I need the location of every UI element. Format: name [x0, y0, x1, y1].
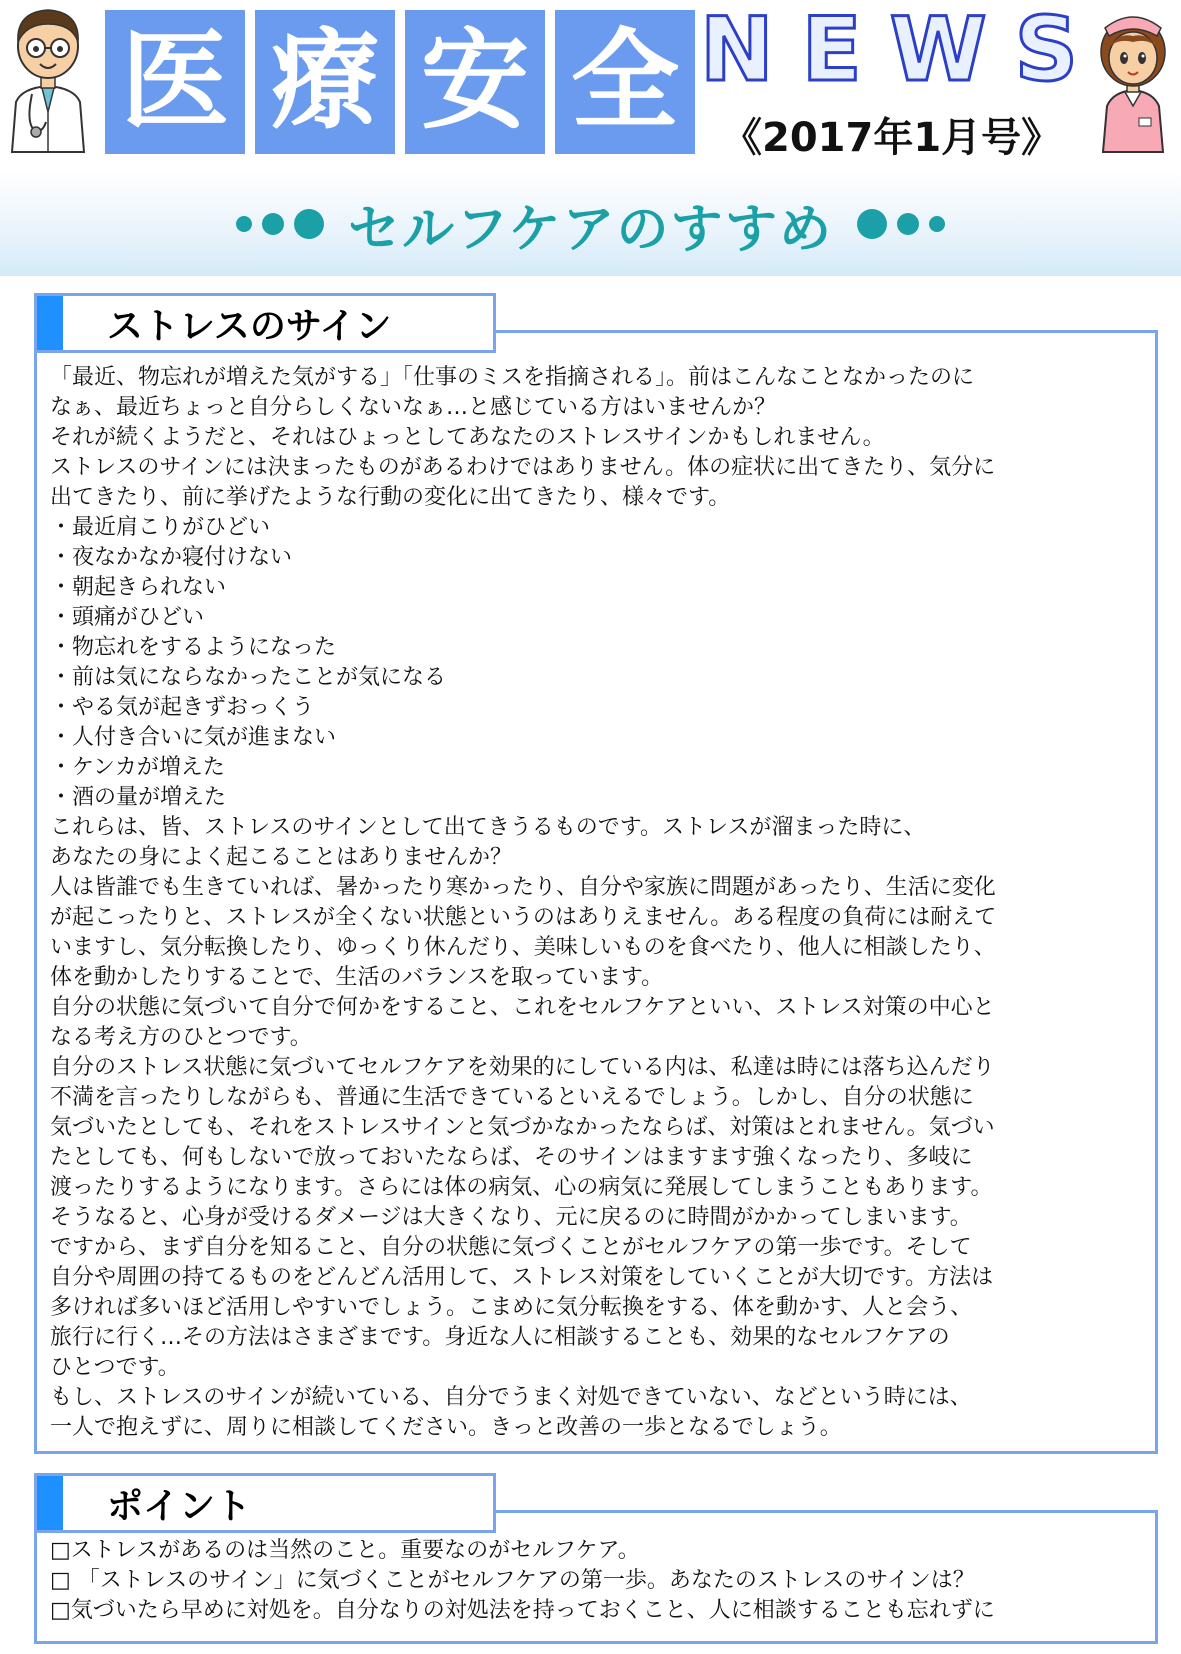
topic-banner — [0, 172, 1181, 276]
news-wordmark — [700, 0, 1080, 101]
body-line: 気づいたとしても、それをストレスサインと気づかなかったならば、対策はとれません。気づい — [50, 1115, 995, 1140]
body-line: ですから、まず自分を知ること、自分の状態に気づくことがセルフケアの第一歩です。そして — [50, 1235, 972, 1260]
banner-dot — [236, 216, 252, 232]
title-kanji: 療 — [255, 10, 395, 154]
body-line: ・ケンカが増えた — [50, 755, 225, 780]
point-item: □ 「ストレスのサイン」に気づくことがセルフケアの第一歩。あなたのストレスのサインは？ — [50, 1568, 975, 1593]
body-line: ・夜なかなか寝付けない — [50, 545, 293, 570]
banner-dots-left — [236, 209, 324, 239]
news-letter: N — [700, 0, 776, 101]
point-section-body — [50, 1536, 1140, 1626]
body-line: 人は皆誰でも生きていれば、暑かったり寒かったり、自分や家族に問題があったり、生活に変化 — [50, 875, 996, 900]
nurse-illustration-icon — [1089, 2, 1177, 154]
point-section-title: ポイント — [107, 1485, 252, 1527]
body-line: それが続くようだと、それはひょっとしてあなたのストレスサインかもしれません。 — [50, 425, 885, 450]
body-line: 体を動かしたりすることで、生活のバランスを取っています。 — [50, 965, 664, 990]
body-line: 不満を言ったりしながらも、普通に生活できているといえるでしょう。しかし、自分の状態に — [50, 1085, 974, 1110]
body-line: ストレスのサインには決まったものがあるわけではありません。体の症状に出てきたり、気分に — [50, 455, 996, 480]
body-line: たとしても、何もしないで放っておいたならば、そのサインはますます強くなったり、多岐に — [50, 1145, 973, 1170]
stress-section-body — [50, 363, 1140, 1443]
body-line: 自分の状態に気づいて自分で何かをすること、これをセルフケアといい、ストレス対策の中心と — [50, 995, 995, 1020]
body-line: 出てきたり、前に挙げたような行動の変化に出てきたり、様々です。 — [50, 485, 731, 510]
section-accent-bar — [37, 1476, 63, 1530]
body-line: ・前は気にならなかったことが気になる — [50, 665, 447, 690]
body-line: 「最近、物忘れが増えた気がする」「仕事のミスを指摘される」。前はこんなことなかったのに — [50, 365, 975, 390]
body-line: が起こったりと、ストレスが全くない状態というのはありえません。ある程度の負荷には耐えて — [50, 905, 997, 930]
news-letter: S — [1014, 0, 1080, 101]
doctor-illustration-icon — [2, 2, 94, 154]
banner-dot — [294, 209, 324, 239]
body-line: いますし、気分転換したり、ゆっくり休んだり、美味しいものを食べたり、他人に相談したり、 — [50, 935, 996, 960]
body-line: ・酒の量が増えた — [50, 785, 227, 810]
point-section-header — [34, 1473, 496, 1533]
body-line: ・最近肩こりがひどい — [50, 515, 271, 540]
news-letter: E — [801, 0, 864, 101]
banner-dot — [857, 209, 887, 239]
body-line: 旅行に行く…その方法はさまざまです。身近な人に相談することも、効果的なセルフケアの — [50, 1325, 950, 1350]
stress-section-header — [34, 293, 496, 353]
body-line: ・物忘れをするようになった — [50, 635, 337, 660]
body-line: もし、ストレスのサインが続いている、自分でうまく対処できていない、などという時には、 — [50, 1385, 972, 1410]
newsletter-header — [0, 0, 1181, 160]
title-kanji-row — [105, 10, 695, 154]
stress-section-title: ストレスのサイン — [107, 305, 392, 347]
title-kanji: 医 — [105, 10, 245, 154]
banner-dot — [897, 213, 919, 235]
body-line: 多ければ多いほど活用しやすいでしょう。こまめに気分転換をする、体を動かす、人と会う、 — [50, 1295, 973, 1320]
body-line: ・頭痛がひどい — [50, 605, 205, 630]
body-line: 一人で抱えずに、周りに相談してください。きっと改善の一歩となるでしょう。 — [50, 1415, 842, 1440]
title-kanji: 安 — [405, 10, 545, 154]
body-line: ・人付き合いに気が進まない — [50, 725, 337, 750]
body-line: これらは、皆、ストレスのサインとして出てきうるものです。ストレスが溜まった時に、 — [50, 815, 926, 840]
body-line: 自分や周囲の持てるものをどんどん活用して、ストレス対策をしていくことが大切です。方法は — [50, 1265, 994, 1290]
body-line: なる考え方のひとつです。 — [50, 1025, 312, 1050]
body-line: ひとつです。 — [50, 1355, 180, 1380]
body-line: なぁ、最近ちょっと自分らしくないなぁ…と感じている方はいませんか？ — [50, 395, 777, 420]
body-line: ・やる気が起きずおっくう — [50, 695, 315, 720]
point-item: □ストレスがあるのは当然のこと。重要なのがセルフケア。 — [50, 1538, 640, 1563]
banner-dot — [262, 213, 284, 235]
body-line: そうなると、心身が受けるダメージは大きくなり、元に戻るのに時間がかかってしまいます。 — [50, 1205, 972, 1230]
banner-dots-right — [857, 209, 945, 239]
section-accent-bar — [37, 296, 63, 350]
body-line: ・朝起きられない — [50, 575, 227, 600]
issue-date: 《2017年1月号》 — [722, 115, 1062, 161]
banner-dot — [929, 216, 945, 232]
title-kanji: 全 — [555, 10, 695, 154]
point-item: □気づいたら早めに対処を。自分なりの対処法を持っておくこと、人に相談することも忘れずに — [50, 1598, 995, 1623]
body-line: あなたの身によく起こることはありませんか？ — [50, 845, 513, 870]
body-line: 自分のストレス状態に気づいてセルフケアを効果的にしている内は、私達は時には落ち込んだり — [50, 1055, 995, 1080]
body-line: 渡ったりするようになります。さらには体の病気、心の病気に発展してしまうこともあります。 — [50, 1175, 993, 1200]
banner-title: セルフケアのすすめ — [348, 199, 833, 260]
news-letter: W — [889, 0, 989, 101]
